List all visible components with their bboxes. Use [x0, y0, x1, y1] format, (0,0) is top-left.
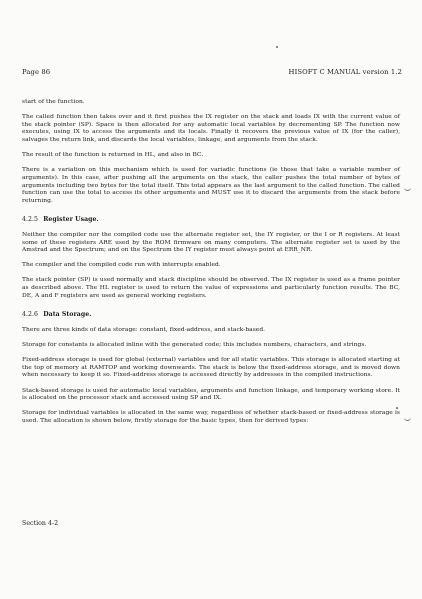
paragraph-function-start: start of the function. — [22, 99, 85, 105]
page-body — [22, 99, 400, 433]
section-title: Data Storage. — [43, 311, 92, 319]
manual-title: HISOFT C MANUAL version 1.2 — [288, 68, 402, 76]
page-footer: Section 4-2 — [22, 520, 59, 527]
paragraph-stack-based-storage: Stack-based storage is used for automatic local variables, arguments and function linkage, and temporary working store. It is allocated on the processor stack and accessed using SP and IX. — [22, 387, 400, 402]
paragraph-called-function: The called function then takes over and it first pushes the IX register on the stack and loads IX with the current value of the stack pointer (SP). Space is then allocated for any automatic local variables by decrementing SP. The function now executes, using IX to access the arguments and its locals. Finally it recovers the previous value of IX (for the caller), salvages the return link, and discards the local variables, linkage, and arguments from the stack. — [22, 114, 400, 143]
margin-mark — [404, 416, 411, 421]
paragraph-fixed-address-storage: Fixed-address storage is used for global (external) variables and for all static variables. This storage is allocated starting at the top of memory at RAMTOP and working downwards. The stack is below the fixed-address storage, and is moved down when necessary to keep it so. Fixed-address storage is accessed directly by addresses in the compiled instructions. — [22, 357, 400, 379]
margin-speck — [396, 407, 398, 409]
paragraph-variadic: There is a variation on this mechanism which is used for variadic functions (ie those that take a variable number of arguments). In this case, after pushing all the arguments on the stack, the caller pushes the total number of bytes of arguments including two bytes for the total itself. This total appears as the last argument to the called function. The called function can use the total to access its other arguments and MUST use it to discard the arguments from the stack before returning. — [22, 167, 400, 204]
paragraph-interrupts: The compiler and the compiled code run with interrupts enabled. — [22, 262, 221, 269]
paragraph-result: The result of the function is returned in HL, and also in BC. — [22, 152, 204, 159]
paragraph-variable-allocation: Storage for individual variables is allocated in the same way, regardless of whether stack-based or fixed-address storage is used. The allocation is shown below, firstly storage for the basic types, then for derived types: — [22, 410, 400, 424]
section-title: Register Usage. — [43, 216, 99, 224]
page-header — [22, 68, 402, 78]
scan-speck — [276, 46, 278, 48]
paragraph-alternate-registers: Neither the compiler nor the compiled code use the alternate register set, the IY register, or the I or R registers. At least some of these registers ARE used by the ROM firmware on many computers. The alternate register set is used by the Amstrad and the Spectrum; and on the Spectrum the IY register must always point at ERR_NR. — [22, 231, 400, 254]
margin-mark — [404, 186, 411, 191]
section-heading-register-usage — [22, 216, 400, 224]
section-heading-data-storage — [22, 311, 400, 319]
section-number: 4.2.6 — [22, 311, 38, 319]
section-number: 4.2.5 — [22, 216, 38, 224]
paragraph-storage-kinds: There are three kinds of data storage: constant, fixed-address, and stack-based. — [22, 326, 266, 333]
paragraph-stack-pointer: The stack pointer (SP) is used normally and stack discipline should be observed. The IX register is used as a frame pointer as described above. The HL register is used to return the value of expressions and particularly function results. The BC, DE, A and F registers are used as general working registers. — [22, 277, 400, 299]
page-number: Page 86 — [22, 68, 51, 76]
paragraph-constant-storage: Storage for constants is allocated inline with the generated code; this includes numbers, characters, and strings. — [22, 342, 367, 349]
